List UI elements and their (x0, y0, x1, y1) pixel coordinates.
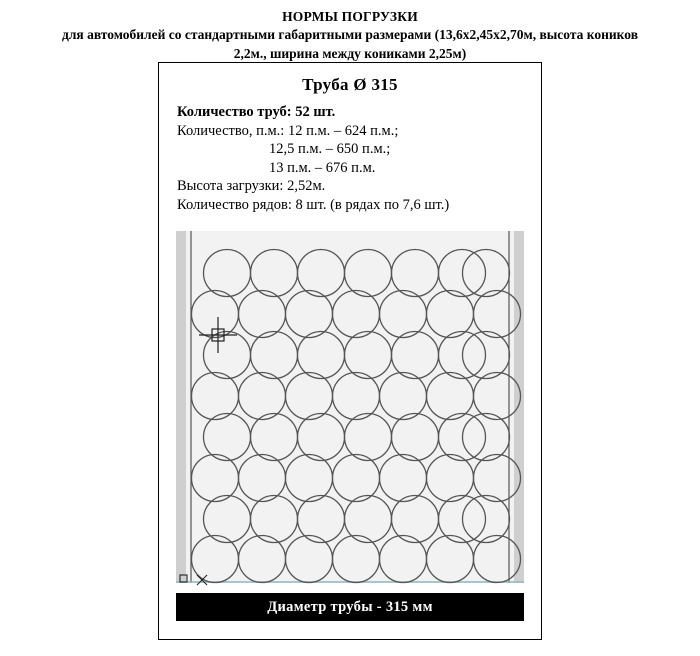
spec-linear-meters-2: 12,5 п.м. – 650 п.м.; (269, 141, 391, 157)
spec-rows-count: Количество рядов: 8 шт. (в рядах по 7,6 шт.) (177, 196, 450, 213)
stanchion-post-left (176, 231, 186, 583)
page-title: НОРМЫ ПОГРУЗКИ (282, 9, 418, 24)
pipe-spec-list (177, 103, 541, 214)
background-panel (176, 231, 524, 583)
spec-linear-meters-3: 13 п.м. – 676 п.м. (269, 159, 376, 176)
diagram-frame (158, 62, 542, 640)
spec-quantity-pipes: Количество труб: 52 шт. (177, 104, 336, 120)
spec-linear-meters-1: Количество, п.м.: 12 п.м. – 624 п.м.; (177, 122, 399, 139)
page-subtitle: для автомобилей со стандартными габаритными размерами (13,6х2,45х2,70м, высота коников 2,2м., ширина между кониками 2,25м) (62, 27, 638, 61)
page-header (0, 0, 700, 63)
spec-load-height: Высота загрузки: 2,52м. (177, 178, 326, 194)
stanchion-post-right (514, 231, 524, 583)
pipe-diameter-caption (176, 593, 524, 621)
pipe-stack-drawing (159, 231, 541, 593)
pipe-spec-title: Труба Ø 315 (302, 75, 398, 94)
pipe-diameter-caption-label: Диаметр трубы - 315 мм (267, 598, 433, 615)
